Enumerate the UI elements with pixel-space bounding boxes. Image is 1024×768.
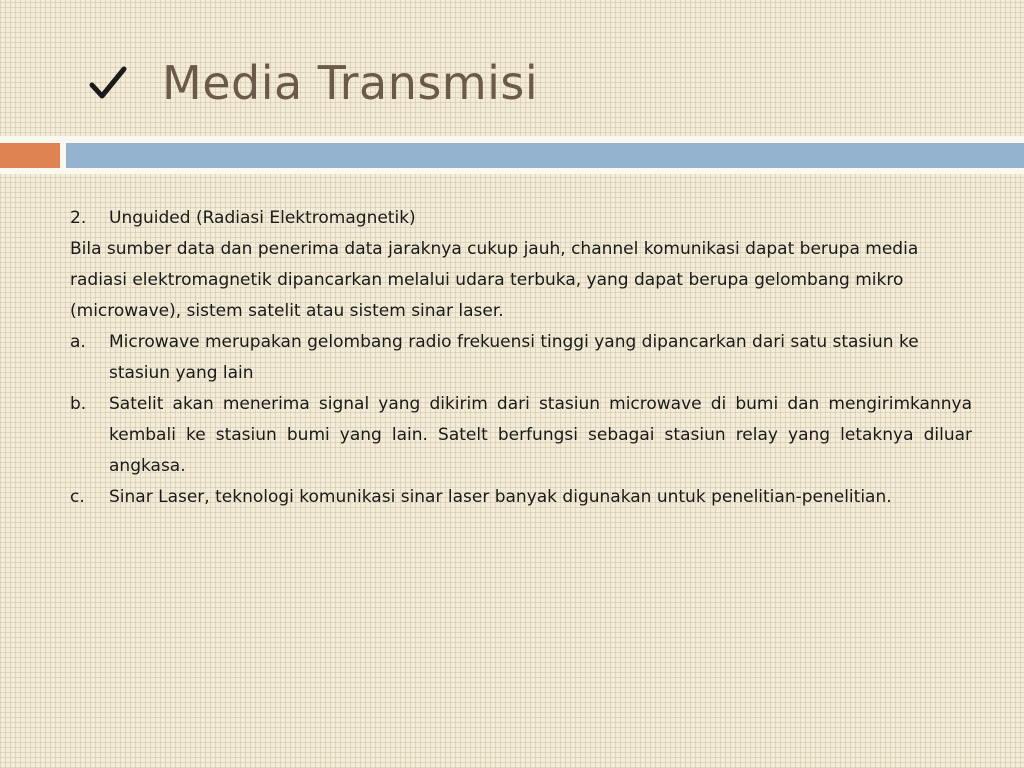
list-marker: a. (70, 332, 86, 352)
checkmark-icon (88, 63, 128, 103)
heading-text: Unguided (Radiasi Elektromagnetik) (109, 208, 416, 228)
intro-paragraph: Bila sumber data dan penerima data jaraknya cukup jauh, channel komunikasi dapat berupa media radiasi elektromagnetik dipancarkan melalui udara terbuka, yang dapat berupa gelombang mikro (microwave), sistem satelit atau sistem sinar laser. (70, 239, 919, 321)
title-row (88, 48, 538, 118)
list-item-text: Satelit akan menerima signal yang dikirim dari stasiun microwave di bumi dan mengirimkannya kembali ke stasiun bumi yang lain. Satelt berfungsi sebagai stasiun relay yang letaknya diluar angkasa. (109, 394, 972, 476)
list-item-text: Sinar Laser, teknologi komunikasi sinar laser banyak digunakan untuk penelitian-penelitian. (109, 487, 892, 507)
slide-title: Media Transmisi (162, 56, 539, 110)
list-item-a (70, 327, 972, 389)
list-item-c (70, 482, 972, 513)
slide-body (70, 203, 972, 513)
blue-accent-bar (66, 143, 1024, 168)
orange-accent-block (0, 143, 60, 168)
section-heading (70, 203, 972, 234)
list-marker: c. (70, 487, 85, 507)
list-item-text: Microwave merupakan gelombang radio frekuensi tinggi yang dipancarkan dari satu stasiun ke stasiun yang lain (109, 332, 919, 383)
list-item-b (70, 389, 972, 482)
list-marker: b. (70, 394, 87, 414)
heading-number: 2. (70, 208, 87, 228)
